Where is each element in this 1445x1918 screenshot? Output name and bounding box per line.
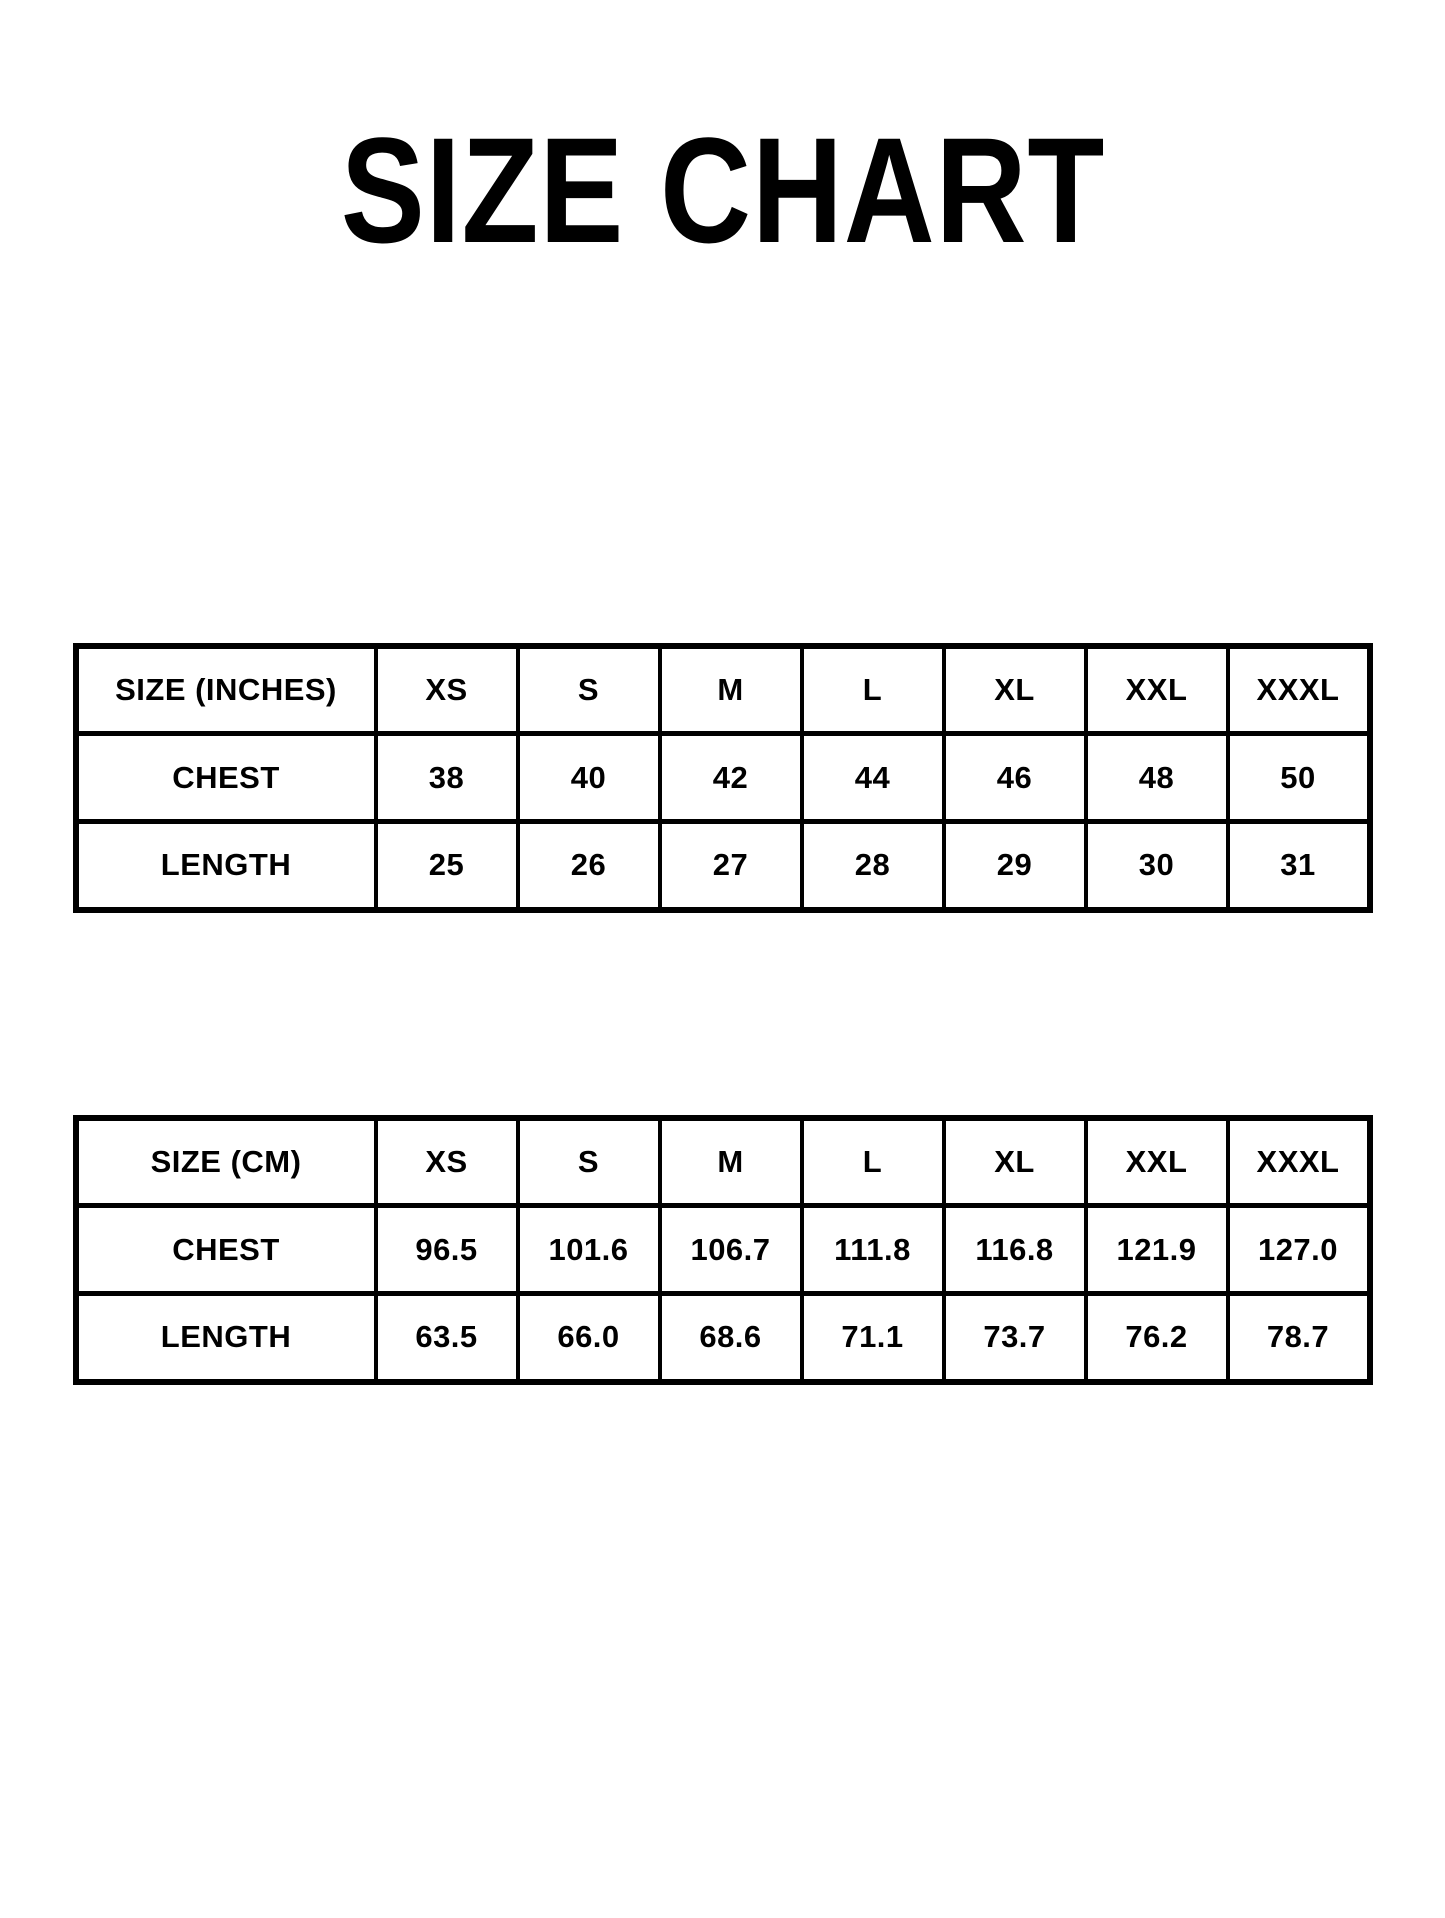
row-label: LENGTH [76,822,376,910]
header-cell-xxl: XXL [1086,1118,1228,1206]
value-cell: 71.1 [802,1294,944,1382]
header-cell-xl: XL [944,646,1086,734]
inches-chest-row [76,734,1370,822]
value-cell: 26 [518,822,660,910]
header-cell-m: M [660,1118,802,1206]
value-cell: 96.5 [376,1206,518,1294]
value-cell: 44 [802,734,944,822]
value-cell: 63.5 [376,1294,518,1382]
value-cell: 76.2 [1086,1294,1228,1382]
value-cell: 127.0 [1228,1206,1370,1294]
value-cell: 101.6 [518,1206,660,1294]
value-cell: 30 [1086,822,1228,910]
header-cell-m: M [660,646,802,734]
value-cell: 73.7 [944,1294,1086,1382]
header-cell-s: S [518,1118,660,1206]
size-table-inches [73,643,1373,913]
value-cell: 48 [1086,734,1228,822]
header-cell-xs: XS [376,646,518,734]
value-cell: 31 [1228,822,1370,910]
cm-table-title-cell: SIZE (CM) [76,1118,376,1206]
header-cell-l: L [802,646,944,734]
value-cell: 27 [660,822,802,910]
header-cell-xs: XS [376,1118,518,1206]
value-cell: 42 [660,734,802,822]
value-cell: 66.0 [518,1294,660,1382]
value-cell: 28 [802,822,944,910]
cm-chest-row [76,1206,1370,1294]
header-cell-xl: XL [944,1118,1086,1206]
inches-length-row [76,822,1370,910]
inches-header-row [76,646,1370,734]
value-cell: 106.7 [660,1206,802,1294]
size-table-cm [73,1115,1373,1385]
header-cell-xxxl: XXXL [1228,646,1370,734]
row-label: CHEST [76,1206,376,1294]
page-title [0,106,1445,274]
cm-header-row [76,1118,1370,1206]
row-label: CHEST [76,734,376,822]
value-cell: 116.8 [944,1206,1086,1294]
value-cell: 38 [376,734,518,822]
value-cell: 50 [1228,734,1370,822]
header-cell-s: S [518,646,660,734]
value-cell: 46 [944,734,1086,822]
inches-table-title-cell: SIZE (INCHES) [76,646,376,734]
cm-length-row [76,1294,1370,1382]
value-cell: 78.7 [1228,1294,1370,1382]
value-cell: 40 [518,734,660,822]
header-cell-xxl: XXL [1086,646,1228,734]
value-cell: 29 [944,822,1086,910]
header-cell-l: L [802,1118,944,1206]
header-cell-xxxl: XXXL [1228,1118,1370,1206]
value-cell: 111.8 [802,1206,944,1294]
page-title-text: SIZE CHART [340,106,1105,274]
value-cell: 25 [376,822,518,910]
row-label: LENGTH [76,1294,376,1382]
value-cell: 68.6 [660,1294,802,1382]
value-cell: 121.9 [1086,1206,1228,1294]
